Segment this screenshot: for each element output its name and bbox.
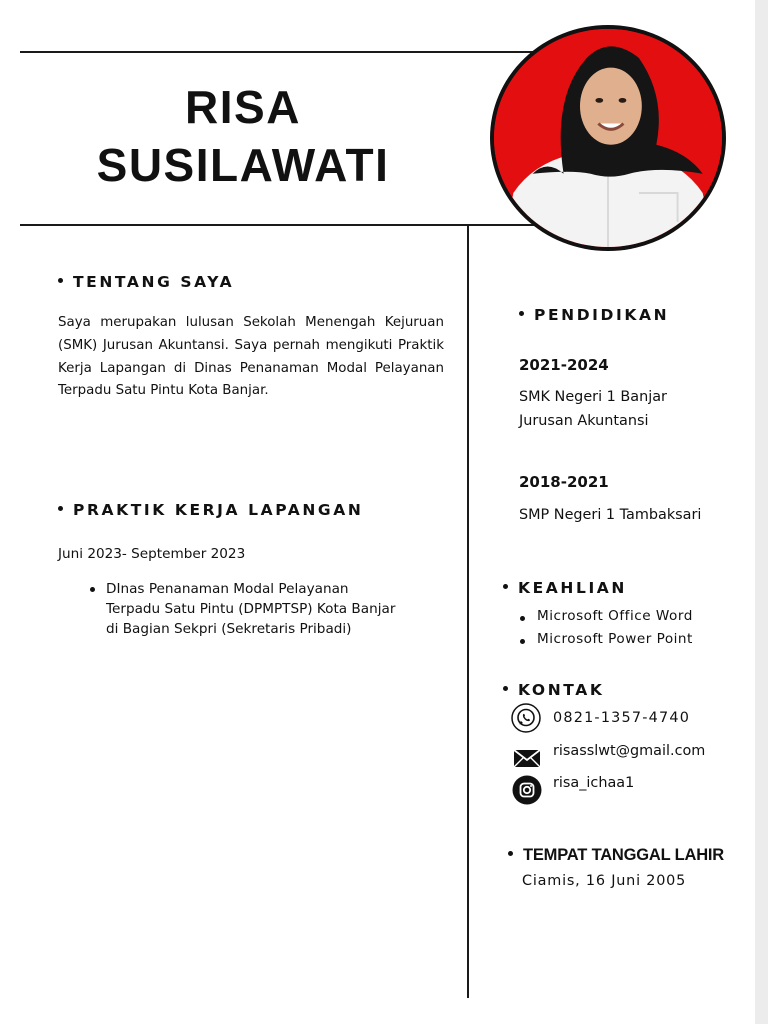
internship-line: DInas Penanaman Modal Pelayanan	[106, 581, 349, 597]
internship-line: di Bagian Sekpri (Sekretaris Pribadi)	[106, 621, 352, 637]
skill-item	[520, 608, 740, 624]
contact-phone: 0821-1357-4740	[553, 710, 691, 726]
skill-item	[520, 631, 740, 647]
name-last: SUSILAWATI	[96, 139, 390, 191]
bullet-dot	[508, 851, 513, 856]
header-bottom-rule	[20, 224, 540, 226]
skill-label: Microsoft Office Word	[537, 608, 693, 624]
about-heading	[58, 273, 234, 291]
birth-heading-text: TEMPAT TANGGAL LAHIR	[523, 846, 725, 864]
header-top-rule	[20, 51, 540, 53]
instagram-icon	[512, 775, 542, 805]
contact-instagram: risa_ichaa1	[553, 775, 635, 791]
page-edge-strip	[755, 0, 768, 1024]
education-major: Jurusan Akuntansi	[519, 413, 649, 429]
education-school: SMK Negeri 1 Banjar	[519, 389, 667, 405]
profile-photo	[490, 25, 726, 251]
about-paragraph: Saya merupakan lulusan Sekolah Menengah Kejuruan (SMK) Jurusan Akuntansi. Saya pernah mengikuti Praktik Kerja Lapangan di Dinas Penanaman Modal Pelayanan Terpadu Satu Pintu Kota Banjar.	[58, 315, 444, 399]
internship-line: Terpadu Satu Pintu (DPMPTSP) Kota Banjar	[106, 601, 396, 617]
birth-heading	[508, 846, 724, 865]
education-school: SMP Negeri 1 Tambaksari	[519, 507, 702, 523]
bullet-dot	[90, 587, 95, 592]
whatsapp-icon	[511, 703, 541, 733]
skills-heading	[503, 579, 627, 597]
bullet-dot	[503, 686, 508, 691]
education-heading-text: PENDIDIKAN	[534, 306, 670, 324]
bullet-dot	[58, 278, 63, 283]
bullet-dot	[519, 311, 524, 316]
about-heading-text: TENTANG SAYA	[73, 273, 235, 291]
skills-heading-text: KEAHLIAN	[518, 579, 627, 597]
bullet-dot	[503, 584, 508, 589]
email-icon	[512, 743, 542, 773]
contact-heading-text: KONTAK	[518, 681, 605, 699]
skill-label: Microsoft Power Point	[537, 631, 693, 647]
internship-item	[90, 579, 450, 639]
bullet-dot	[58, 506, 63, 511]
name-first: RISA	[185, 81, 301, 133]
bullet-dot	[520, 639, 525, 644]
education-heading	[519, 306, 669, 324]
internship-period: Juni 2023- September 2023	[58, 546, 246, 562]
column-divider	[467, 224, 469, 998]
contact-email: risasslwt@gmail.com	[553, 743, 706, 759]
bullet-dot	[520, 616, 525, 621]
internship-heading-text: PRAKTIK KERJA LAPANGAN	[73, 501, 364, 519]
education-years: 2018-2021	[519, 473, 609, 491]
birth-value: Ciamis, 16 Juni 2005	[522, 873, 687, 889]
internship-heading	[58, 501, 363, 519]
education-years: 2021-2024	[519, 356, 609, 374]
contact-heading	[503, 681, 604, 699]
